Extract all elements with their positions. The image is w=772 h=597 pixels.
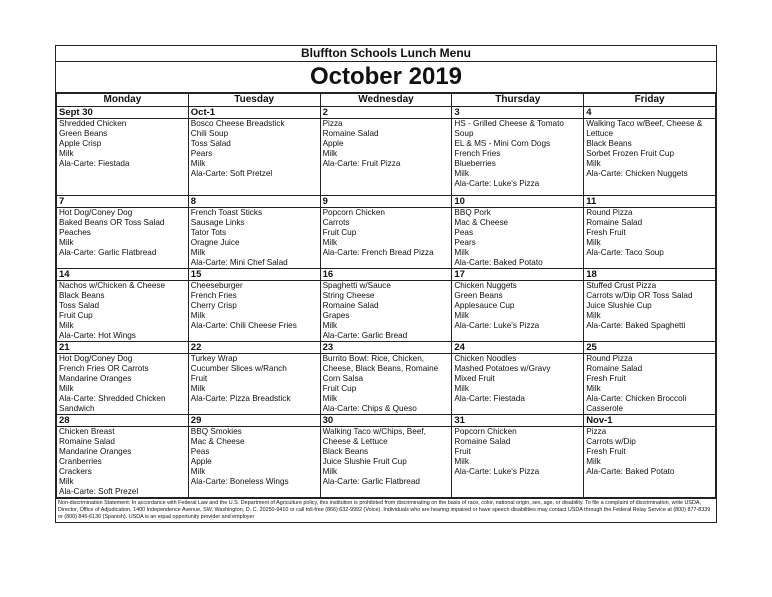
menu-item: Milk [586, 159, 601, 168]
day-date: Nov-1 [584, 415, 715, 427]
day-cell [188, 415, 320, 498]
day-cell [57, 269, 189, 342]
day-date: 30 [321, 415, 452, 427]
day-cell [57, 342, 189, 415]
menu-item: Toss Salad [59, 301, 100, 310]
day-date: 10 [452, 196, 583, 208]
menu-items [321, 208, 452, 258]
menu-item: Cheese, Black Beans, Romaine [322, 364, 439, 373]
weekday-friday: Friday [584, 94, 716, 107]
menu-items [189, 281, 320, 331]
menu-item: Popcorn Chicken [454, 427, 517, 436]
menu-item: Milk [190, 248, 206, 257]
day-date: 16 [321, 269, 452, 281]
menu-item: Milk [190, 384, 206, 393]
day-date: 29 [189, 415, 320, 427]
menu-item: Ala-Carte: Soft Prezel [59, 487, 139, 496]
menu-item: Cheese & Lettuce [322, 437, 388, 446]
menu-items [584, 354, 715, 414]
menu-item: Pears [454, 238, 476, 247]
day-cell [57, 415, 189, 498]
menu-item: Mac & Cheese [454, 218, 509, 227]
day-cell [584, 196, 716, 269]
menu-item: Casserole [586, 404, 624, 413]
lunch-menu-sheet [55, 45, 717, 523]
day-cell [584, 107, 716, 196]
menu-item: Ala-Carte: Shredded Chicken [59, 394, 166, 403]
menu-item: Cucumber Slices w/Ranch [190, 364, 287, 373]
day-cell [452, 342, 584, 415]
menu-items [452, 119, 583, 189]
day-cell [188, 269, 320, 342]
menu-items [321, 281, 452, 341]
menu-item: Chicken Breast [59, 427, 115, 436]
menu-item: Chicken Nuggets [454, 281, 517, 290]
menu-item: Romaine Salad [454, 437, 511, 446]
day-date: 8 [189, 196, 320, 208]
menu-items [189, 208, 320, 268]
menu-item: Mashed Potatoes w/Gravy [454, 364, 551, 373]
menu-items [452, 208, 583, 268]
menu-item: Popcorn Chicken [322, 208, 385, 217]
menu-item: Ala-Carte: Garlic Flatbread [322, 477, 420, 486]
menu-item: Walking Taco w/Chips, Beef, [322, 427, 426, 436]
school-title: Bluffton Schools Lunch Menu [56, 46, 716, 62]
day-date: 31 [452, 415, 583, 427]
menu-items [452, 281, 583, 331]
menu-item: Juice Slushie Fruit Cup [322, 457, 407, 466]
menu-item: Sorbet Frozen Fruit Cup [586, 149, 675, 158]
menu-items [584, 281, 715, 331]
day-cell [320, 107, 452, 196]
week-row [57, 342, 716, 415]
weekday-header-row [57, 94, 716, 107]
day-date: 24 [452, 342, 583, 354]
menu-item: Turkey Wrap [190, 354, 238, 363]
menu-item: Juice Slushie Cup [586, 301, 652, 310]
menu-item: French Fries [190, 291, 237, 300]
menu-item: Milk [454, 248, 469, 257]
menu-item: Ala-Carte: Fruit Pizza [322, 159, 401, 168]
menu-item: Romaine Salad [586, 364, 643, 373]
menu-item: Ala-Carte: Taco Soup [586, 248, 664, 257]
menu-item: Hot Dog/Coney Dog [59, 354, 133, 363]
menu-item: Milk [59, 238, 74, 247]
weekday-monday: Monday [57, 94, 189, 107]
menu-item: Pears [190, 149, 213, 158]
menu-item: Oragne Juice [190, 238, 240, 247]
menu-items [57, 427, 188, 497]
day-date: 7 [57, 196, 188, 208]
menu-items [321, 354, 452, 414]
menu-item: Milk [322, 321, 338, 330]
day-cell [584, 269, 716, 342]
menu-item: Lettuce [586, 129, 614, 138]
menu-item: Pizza [586, 427, 607, 436]
day-cell [57, 196, 189, 269]
menu-item: Baked Beans OR Toss Salad [59, 218, 165, 227]
menu-item: Milk [586, 238, 601, 247]
day-cell [584, 342, 716, 415]
menu-item: Ala-Carte: French Bread Pizza [322, 248, 434, 257]
day-date: 15 [189, 269, 320, 281]
day-date: 23 [321, 342, 452, 354]
menu-item: Fresh Fruit [586, 228, 626, 237]
menu-item: French Fries [454, 149, 501, 158]
menu-item: Milk [586, 457, 601, 466]
menu-item: Black Beans [59, 291, 105, 300]
menu-item: French Fries OR Carrots [59, 364, 149, 373]
menu-item: Ala-Carte: Fiestada [59, 159, 130, 168]
menu-item: Fresh Fruit [586, 447, 626, 456]
menu-item: Blueberries [454, 159, 496, 168]
menu-items [452, 427, 583, 477]
menu-items [189, 119, 320, 179]
menu-item: Soup [454, 129, 474, 138]
menu-item: Chili Soup [190, 129, 229, 138]
menu-item: Ala-Carte: Chili Cheese Fries [190, 321, 297, 330]
day-cell [320, 342, 452, 415]
menu-item: Green Beans [454, 291, 503, 300]
weekday-wednesday: Wednesday [320, 94, 452, 107]
menu-item: Mac & Cheese [190, 437, 245, 446]
menu-item: Corn Salsa [322, 374, 364, 383]
menu-item: Black Beans [586, 139, 632, 148]
menu-item: Peas [454, 228, 474, 237]
menu-item: Milk [454, 311, 469, 320]
day-cell [320, 415, 452, 498]
menu-item: Milk [586, 384, 601, 393]
menu-item: Pizza [322, 119, 343, 128]
menu-item: Walking Taco w/Beef, Cheese & [586, 119, 703, 128]
day-cell [188, 107, 320, 196]
menu-item: Ala-Carte: Chicken Broccoli [586, 394, 687, 403]
menu-item: Chicken Noodles [454, 354, 517, 363]
menu-item: Hot Dog/Coney Dog [59, 208, 133, 217]
menu-item: Romaine Salad [586, 218, 643, 227]
day-date: Oct-1 [189, 107, 320, 119]
menu-items [57, 208, 188, 258]
menu-item: Nachos w/Chicken & Cheese [59, 281, 166, 290]
menu-item: Peas [190, 447, 210, 456]
day-date: 3 [452, 107, 583, 119]
non-discrimination-statement: Non-discrimination Statement: In accordance with Federal Law and the U.S. Department of Agriculture policy, this institution is prohibited from discriminating on the basis of race, color, national origin, sex, age, or disability. To file a complaint of discrimination, write USDA, Director, Office of Adjudication, 1400 Independence Avenue, SW, Washington, D. C. 20250-9410 or call toll-free (866) 632-9992 (Voice). Individuals who are hearing impaired or have speech disabilities may contact USDA through the Federal Relay Service at (800) 877-8339 or (800) 845-6136 (Spanish). USDA is an equal opportunity provider and employer [56, 498, 716, 522]
menu-item: Fruit Cup [59, 311, 93, 320]
menu-item: Green Beans [59, 129, 108, 138]
menu-item: Mixed Fruit [454, 374, 495, 383]
menu-item: Carrots [322, 218, 350, 227]
day-cell [188, 196, 320, 269]
menu-item: Ala-Carte: Baked Spaghetti [586, 321, 686, 330]
day-cell [57, 107, 189, 196]
weekday-tuesday: Tuesday [188, 94, 320, 107]
menu-item: Milk [190, 159, 206, 168]
menu-item: String Cheese [322, 291, 375, 300]
menu-item: Cheeseburger [190, 281, 243, 290]
day-date: 21 [57, 342, 188, 354]
menu-item: Grapes [322, 311, 350, 320]
menu-item: Ala-Carte: Luke's Pizza [454, 321, 540, 330]
menu-item: Carrots w/Dip OR Toss Salad [586, 291, 693, 300]
menu-item: Peaches [59, 228, 91, 237]
day-date: 22 [189, 342, 320, 354]
menu-item: Milk [322, 394, 338, 403]
day-cell [452, 107, 584, 196]
menu-item: Milk [454, 457, 469, 466]
menu-item: Milk [322, 467, 338, 476]
menu-item: Milk [59, 149, 74, 158]
menu-item: Milk [59, 384, 74, 393]
menu-calendar [56, 93, 716, 498]
menu-item: Black Beans [322, 447, 369, 456]
menu-item: BBQ Pork [454, 208, 491, 217]
day-date: 4 [584, 107, 715, 119]
menu-item: Fruit [454, 447, 471, 456]
menu-item: EL & MS - Mini Corn Dogs [454, 139, 551, 148]
menu-item: Tator Tots [190, 228, 227, 237]
day-date: 2 [321, 107, 452, 119]
menu-items [321, 427, 452, 487]
menu-items [189, 354, 320, 404]
day-date: 18 [584, 269, 715, 281]
menu-item: HS - Grilled Cheese & Tomato [454, 119, 564, 128]
menu-item: Fruit [190, 374, 208, 383]
day-date: 28 [57, 415, 188, 427]
menu-items [57, 119, 188, 169]
menu-item: Mandarine Oranges [59, 447, 132, 456]
menu-item: Milk [454, 384, 469, 393]
menu-items [584, 208, 715, 258]
weekday-thursday: Thursday [452, 94, 584, 107]
menu-item: Fruit Cup [322, 384, 357, 393]
menu-item: Applesauce Cup [454, 301, 515, 310]
day-date: 14 [57, 269, 188, 281]
menu-items [57, 354, 188, 414]
menu-items [321, 119, 452, 169]
week-row [57, 196, 716, 269]
day-cell [452, 415, 584, 498]
week-row [57, 107, 716, 196]
menu-item: Romaine Salad [322, 301, 379, 310]
menu-item: Milk [59, 321, 74, 330]
menu-item: Spaghetti w/Sauce [322, 281, 391, 290]
menu-item: Ala-Carte: Luke's Pizza [454, 179, 540, 188]
menu-item: Milk [454, 169, 469, 178]
menu-items [57, 281, 188, 341]
menu-item: Romaine Salad [322, 129, 379, 138]
menu-item: Mandarine Oranges [59, 374, 132, 383]
menu-item: Sandwich [59, 404, 95, 413]
menu-items [584, 119, 715, 179]
menu-item: Cranberries [59, 457, 102, 466]
day-date: Sept 30 [57, 107, 188, 119]
menu-item: Crackers [59, 467, 92, 476]
menu-item: Milk [322, 149, 338, 158]
menu-item: Apple Crisp [59, 139, 102, 148]
menu-item: Bosco Cheese Breadstick [190, 119, 285, 128]
week-row [57, 415, 716, 498]
menu-item: BBQ Smokies [190, 427, 242, 436]
menu-item: Shredded Chicken [59, 119, 127, 128]
menu-item: Ala-Carte: Boneless Wings [190, 477, 289, 486]
menu-item: Milk [190, 311, 206, 320]
menu-item: Cherry Crisp [190, 301, 237, 310]
menu-item: Ala-Carte: Chips & Queso [322, 404, 417, 413]
menu-item: Apple [322, 139, 344, 148]
menu-item: Round Pizza [586, 208, 633, 217]
day-cell [452, 269, 584, 342]
menu-item: Stuffed Crust Pizza [586, 281, 657, 290]
menu-item: Fruit Cup [322, 228, 357, 237]
menu-item: Ala-Carte: Baked Potato [454, 258, 543, 267]
menu-item: Ala-Carte: Mini Chef Salad [190, 258, 288, 267]
month-title: October 2019 [56, 62, 716, 93]
menu-item: Apple [190, 457, 212, 466]
day-cell [584, 415, 716, 498]
menu-item: Ala-Carte: Garlic Flatbread [59, 248, 157, 257]
day-cell [188, 342, 320, 415]
week-row [57, 269, 716, 342]
day-cell [452, 196, 584, 269]
day-date: 11 [584, 196, 715, 208]
menu-item: Ala-Carte: Baked Potato [586, 467, 675, 476]
day-cell [320, 269, 452, 342]
menu-item: Sausage Links [190, 218, 245, 227]
menu-item: Ala-Carte: Fiestada [454, 394, 525, 403]
menu-item: Ala-Carte: Hot Wings [59, 331, 136, 340]
menu-item: Ala-Carte: Soft Pretzel [190, 169, 273, 178]
menu-item: Round Pizza [586, 354, 633, 363]
menu-item: Carrots w/Dip [586, 437, 636, 446]
menu-item: Ala-Carte: Pizza Breadstick [190, 394, 291, 403]
menu-item: Ala-Carte: Luke's Pizza [454, 467, 540, 476]
menu-items [189, 427, 320, 487]
menu-item: Milk [190, 467, 206, 476]
menu-item: Romaine Salad [59, 437, 115, 446]
menu-item: French Toast Sticks [190, 208, 263, 217]
menu-item: Ala-Carte: Chicken Nuggets [586, 169, 688, 178]
menu-item: Milk [59, 477, 74, 486]
day-date: 9 [321, 196, 452, 208]
day-cell [320, 196, 452, 269]
menu-items [584, 427, 715, 477]
menu-items [452, 354, 583, 404]
menu-item: Milk [322, 238, 338, 247]
menu-item: Milk [586, 311, 601, 320]
day-date: 17 [452, 269, 583, 281]
menu-item: Burrito Bowl: Rice, Chicken, [322, 354, 425, 363]
menu-item: Toss Salad [190, 139, 231, 148]
day-date: 25 [584, 342, 715, 354]
menu-item: Ala-Carte: Garlic Bread [322, 331, 408, 340]
menu-item: Fresh Fruit [586, 374, 626, 383]
